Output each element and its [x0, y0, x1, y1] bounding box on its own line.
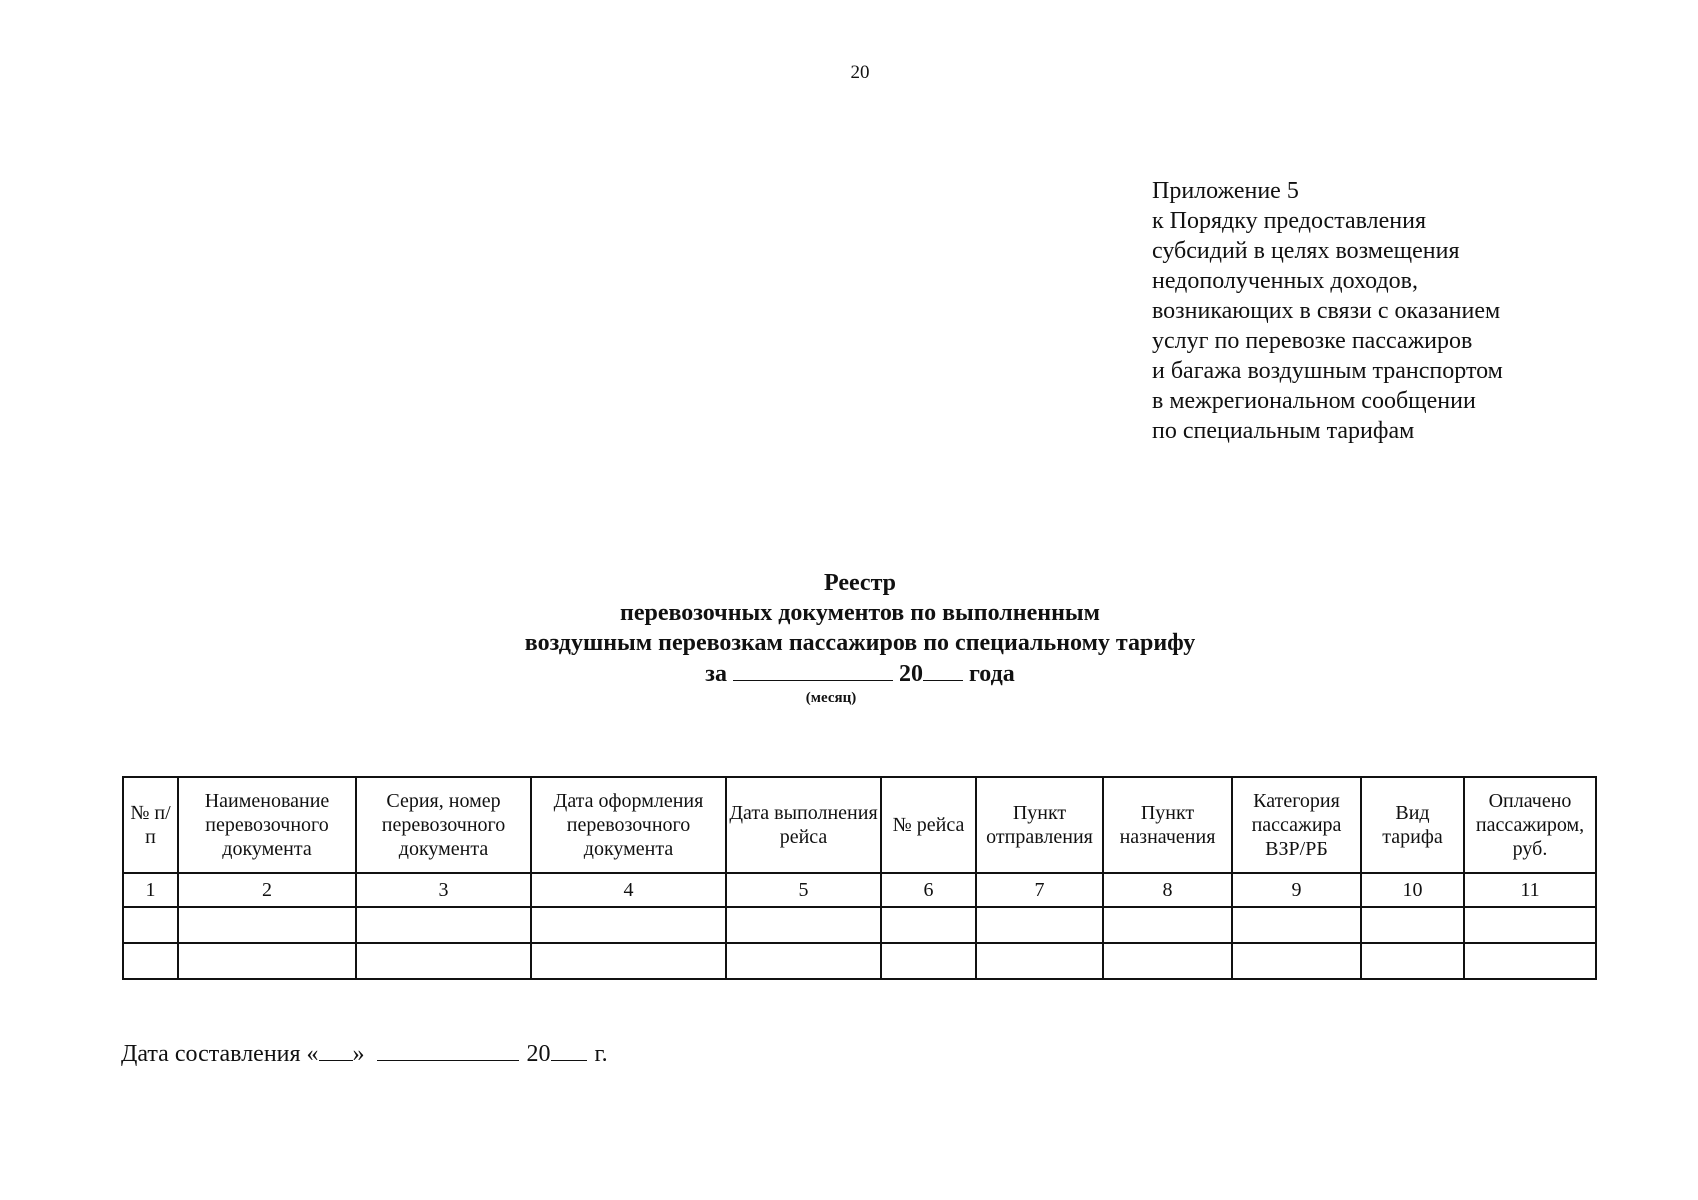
month-caption: (месяц): [805, 690, 857, 706]
appendix-line: в межрегиональном сообщении: [1152, 388, 1476, 414]
table-cell[interactable]: [1232, 943, 1361, 979]
column-number: 8: [1103, 873, 1232, 907]
period-suffix: года: [968, 661, 1015, 687]
table-cell[interactable]: [178, 907, 356, 943]
column-header: Пункт отправления: [976, 777, 1103, 873]
table-cell[interactable]: [976, 943, 1103, 979]
column-number: 10: [1361, 873, 1464, 907]
appendix-line: недополученных доходов,: [1152, 268, 1418, 294]
table-cell[interactable]: [881, 943, 976, 979]
table-cell[interactable]: [356, 907, 531, 943]
table-cell[interactable]: [1464, 943, 1596, 979]
column-number: 2: [178, 873, 356, 907]
period-line: [0, 658, 1698, 689]
appendix-line: по специальным тарифам: [1152, 418, 1415, 444]
table-cell[interactable]: [123, 943, 178, 979]
quote-close: »: [352, 1041, 365, 1067]
appendix-note: [1152, 176, 1503, 446]
appendix-line: возникающих в связи с оказанием: [1152, 298, 1501, 324]
registry-table: [122, 776, 1597, 980]
column-header: Оплачено пассажиром, руб.: [1464, 777, 1596, 873]
column-header: Наименование перевозочного документа: [178, 777, 356, 873]
table-cell[interactable]: [123, 907, 178, 943]
period-year-prefix: 20: [898, 661, 923, 687]
appendix-line: и багажа воздушным транспортом: [1152, 358, 1503, 384]
table-cell[interactable]: [531, 907, 726, 943]
column-header: № рейса: [881, 777, 976, 873]
column-number: 6: [881, 873, 976, 907]
header-row: [123, 777, 1596, 873]
column-header: № п/п: [123, 777, 178, 873]
table-row: [123, 943, 1596, 979]
document-title: [0, 568, 1698, 689]
column-header: Дата выполнения рейса: [726, 777, 881, 873]
month-blank[interactable]: [377, 1040, 519, 1061]
table-cell[interactable]: [1361, 943, 1464, 979]
column-header: Категория пассажира ВЗР/РБ: [1232, 777, 1361, 873]
day-blank[interactable]: [319, 1040, 353, 1061]
year-suffix: г.: [594, 1041, 608, 1067]
column-header: Дата оформления перевозочного документа: [531, 777, 726, 873]
month-blank[interactable]: [733, 658, 893, 681]
title-line: воздушным перевозкам пассажиров по специальному тарифу: [524, 630, 1196, 656]
column-header: Серия, номер перевозочного документа: [356, 777, 531, 873]
compilation-date: [121, 1040, 608, 1068]
title-line: Реестр: [823, 570, 897, 596]
table-cell[interactable]: [356, 943, 531, 979]
column-header: Вид тарифа: [1361, 777, 1464, 873]
table-cell[interactable]: [726, 943, 881, 979]
period-prefix: за: [705, 661, 727, 687]
year-blank[interactable]: [923, 658, 963, 681]
column-number: 3: [356, 873, 531, 907]
table-cell[interactable]: [726, 907, 881, 943]
year-prefix: 20: [526, 1041, 551, 1067]
table-cell[interactable]: [178, 943, 356, 979]
table-cell[interactable]: [1103, 907, 1232, 943]
table-cell[interactable]: [1103, 943, 1232, 979]
column-number: 1: [123, 873, 178, 907]
column-number: 5: [726, 873, 881, 907]
table-cell[interactable]: [881, 907, 976, 943]
column-number: 7: [976, 873, 1103, 907]
column-number: 4: [531, 873, 726, 907]
appendix-line: субсидий в целях возмещения: [1152, 238, 1460, 264]
title-line: перевозочных документов по выполненным: [620, 600, 1100, 626]
column-number: 9: [1232, 873, 1361, 907]
column-header: Пункт назначения: [1103, 777, 1232, 873]
date-label: Дата составления «: [121, 1041, 319, 1067]
table-cell[interactable]: [976, 907, 1103, 943]
page-number: 20: [850, 62, 870, 83]
appendix-line: услуг по перевозке пассажиров: [1152, 328, 1473, 354]
table-cell[interactable]: [1464, 907, 1596, 943]
appendix-line: к Порядку предоставления: [1152, 208, 1427, 234]
column-number: 11: [1464, 873, 1596, 907]
appendix-line: Приложение 5: [1152, 178, 1299, 204]
column-number-row: [123, 873, 1596, 907]
table-cell[interactable]: [1361, 907, 1464, 943]
table-row: [123, 907, 1596, 943]
table-cell[interactable]: [531, 943, 726, 979]
table-cell[interactable]: [1232, 907, 1361, 943]
year-blank[interactable]: [551, 1040, 587, 1061]
